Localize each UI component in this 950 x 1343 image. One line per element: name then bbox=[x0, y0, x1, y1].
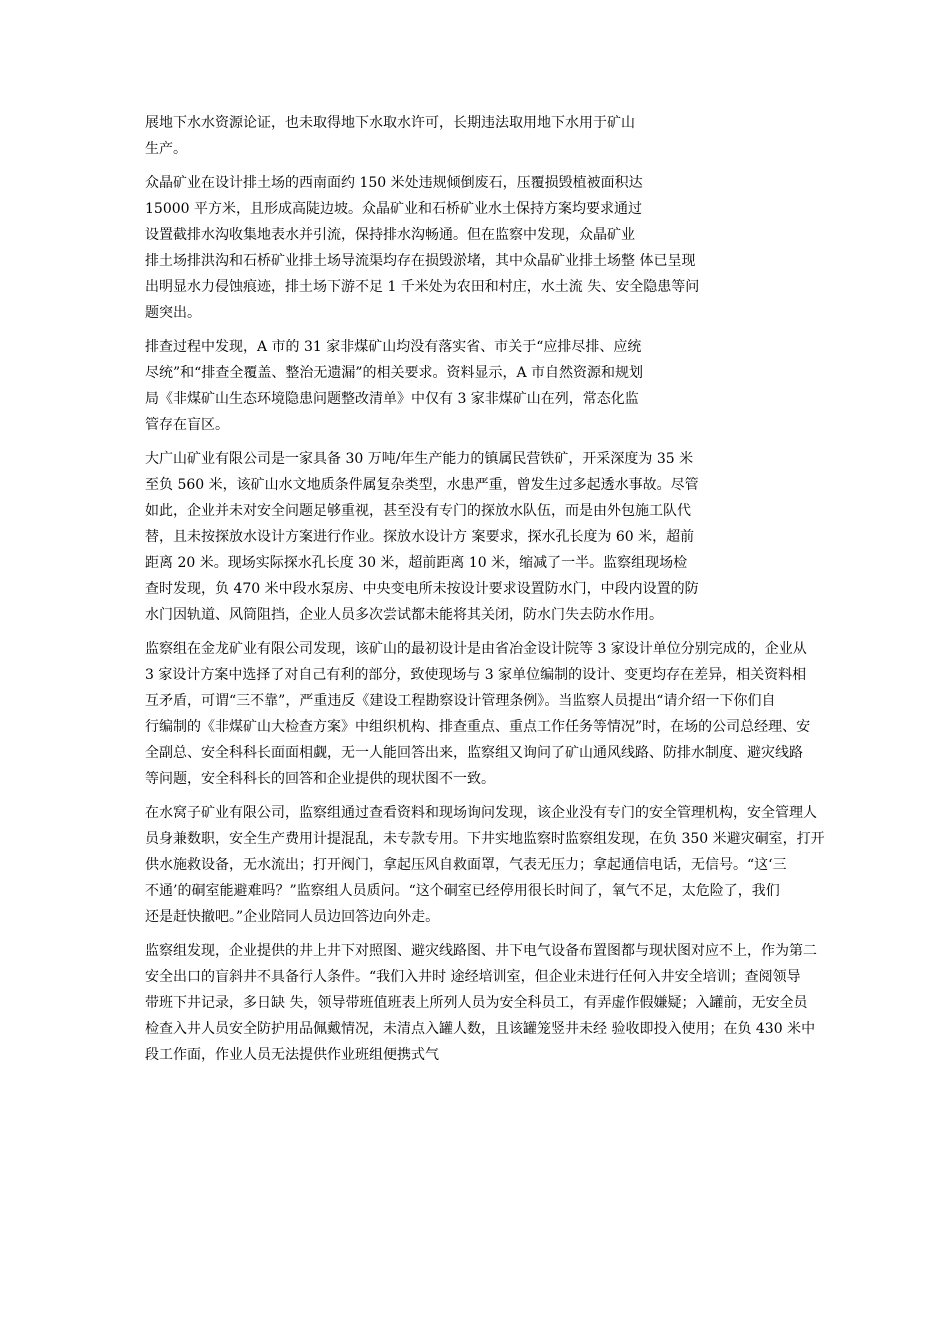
text-line: 互矛盾，可谓“三不靠”，严重违反《建设工程勘察设计管理条例》。当监察人员提出“请介绍一下你们自 bbox=[145, 693, 776, 709]
paragraph-4 bbox=[145, 446, 945, 628]
text-line: 全副总、安全科科长面面相觑，无一人能回答出来，监察组又询问了矿山通风线路、防排水制度、避灾线路 bbox=[145, 745, 803, 761]
paragraph-7 bbox=[145, 938, 945, 1068]
text-line: 距离 20 米。现场实际探水孔长度 30 米，超前距离 10 米，缩减了一半。监察组现场检 bbox=[145, 555, 688, 571]
text-line: 管存在盲区。 bbox=[145, 417, 229, 433]
text-line: 题突出。 bbox=[145, 305, 201, 321]
text-line: 如此，企业并未对安全问题足够重视，甚至没有专门的探放水队伍，而是由外包施工队代 bbox=[145, 503, 691, 519]
text-line: 出明显水力侵蚀痕迹，排土场下游不足 1 千米处为农田和村庄，水土流 失、安全隐患等问 bbox=[145, 279, 700, 295]
text-line: 排土场排洪沟和石桥矿业排土场导流渠均存在损毁淤堵，其中众晶矿业排土场整 体已呈现 bbox=[145, 253, 696, 269]
text-line: 检查入井人员安全防护用品佩戴情况，未清点入罐人数，且该罐笼竖井未经 验收即投入使用；在负 430 米中 bbox=[145, 1021, 816, 1037]
text-line: 还是赶快撤吧。”企业陪同人员边回答边向外走。 bbox=[145, 909, 440, 925]
paragraph-6 bbox=[145, 800, 945, 930]
text-line: 替，且未按探放水设计方案进行作业。探放水设计方 案要求，探水孔长度为 60 米，超前 bbox=[145, 529, 695, 545]
text-line: 段工作面，作业人员无法提供作业班组便携式气 bbox=[145, 1047, 439, 1063]
text-line: 查时发现，负 470 米中段水泵房、中央变电所未按设计要求设置防水门，中段内设置的防 bbox=[145, 581, 699, 597]
paragraph-3 bbox=[145, 334, 945, 438]
text-line: 员身兼数职，安全生产费用计提混乱，未专款专用。下井实地监察时监察组发现，在负 350 米避灾硐室，打开 bbox=[145, 831, 825, 847]
text-line: 生产。 bbox=[145, 141, 187, 157]
paragraph-2 bbox=[145, 170, 945, 326]
text-line: 3 家设计方案中选择了对自己有利的部分，致使现场与 3 家单位编制的设计、变更均存在差异，相关资料相 bbox=[145, 667, 807, 683]
text-line: 展地下水水资源论证，也未取得地下水取水许可，长期违法取用地下水用于矿山 bbox=[145, 115, 635, 131]
text-line: 水门因轨道、风筒阻挡，企业人员多次尝试都未能将其关闭，防水门失去防水作用。 bbox=[145, 607, 663, 623]
text-line: 排查过程中发现，A 市的 31 家非煤矿山均没有落实省、市关于“应排尽排、应统 bbox=[145, 339, 642, 355]
text-line: 不通’的硐室能避难吗？”监察组人员质问。“这个硐室已经停用很长时间了，氧气不足，太危险了，我们 bbox=[145, 883, 780, 899]
text-line: 众晶矿业在设计排土场的西南面约 150 米处违规倾倒废石，压覆损毁植被面积达 bbox=[145, 175, 643, 191]
text-line: 15000 平方米，且形成高陡边坡。众晶矿业和石桥矿业水土保持方案均要求通过 bbox=[145, 201, 642, 217]
text-line: 等问题，安全科科长的回答和企业提供的现状图不一致。 bbox=[145, 771, 495, 787]
text-line: 在水窝子矿业有限公司，监察组通过查看资料和现场询问发现，该企业没有专门的安全管理机构，安全管理人 bbox=[145, 805, 817, 821]
text-line: 供水施救设备，无水流出；打开阀门，拿起压风自救面罩，气表无压力；拿起通信电话，无信号。“这‘三 bbox=[145, 857, 787, 873]
paragraph-5 bbox=[145, 636, 945, 792]
text-line: 设置截排水沟收集地表水并引流，保持排水沟畅通。但在监察中发现，众晶矿业 bbox=[145, 227, 635, 243]
text-line: 尽统”和“排查全覆盖、整治无遗漏”的相关要求。资料显示，A 市自然资源和规划 bbox=[145, 365, 644, 381]
document-page bbox=[145, 110, 945, 1076]
paragraph-1 bbox=[145, 110, 945, 162]
text-line: 局《非煤矿山生态环境隐患问题整改清单》中仅有 3 家非煤矿山在列，常态化监 bbox=[145, 391, 639, 407]
text-line: 安全出口的盲斜井不具备行人条件。“我们入井时 途经培训室，但企业未进行任何入井安全培训；查阅领导 bbox=[145, 969, 801, 985]
text-line: 监察组在金龙矿业有限公司发现，该矿山的最初设计是由省冶金设计院等 3 家设计单位分别完成的，企业从 bbox=[145, 641, 807, 657]
text-line: 带班下井记录，多日缺 失，领导带班值班表上所列人员为安全科员工，有弄虚作假嫌疑；入罐前，无安全员 bbox=[145, 995, 808, 1011]
text-line: 监察组发现，企业提供的井上井下对照图、避灾线路图、井下电气设备布置图都与现状图对应不上，作为第二 bbox=[145, 943, 817, 959]
text-line: 至负 560 米，该矿山水文地质条件属复杂类型，水患严重，曾发生过多起透水事故。尽管 bbox=[145, 477, 699, 493]
text-line: 行编制的《非煤矿山大检查方案》中组织机构、排查重点、重点工作任务等情况”时，在场的公司总经理、安 bbox=[145, 719, 811, 735]
text-line: 大广山矿业有限公司是一家具备 30 万吨/年生产能力的镇属民营铁矿，开采深度为 35 米 bbox=[145, 451, 694, 467]
